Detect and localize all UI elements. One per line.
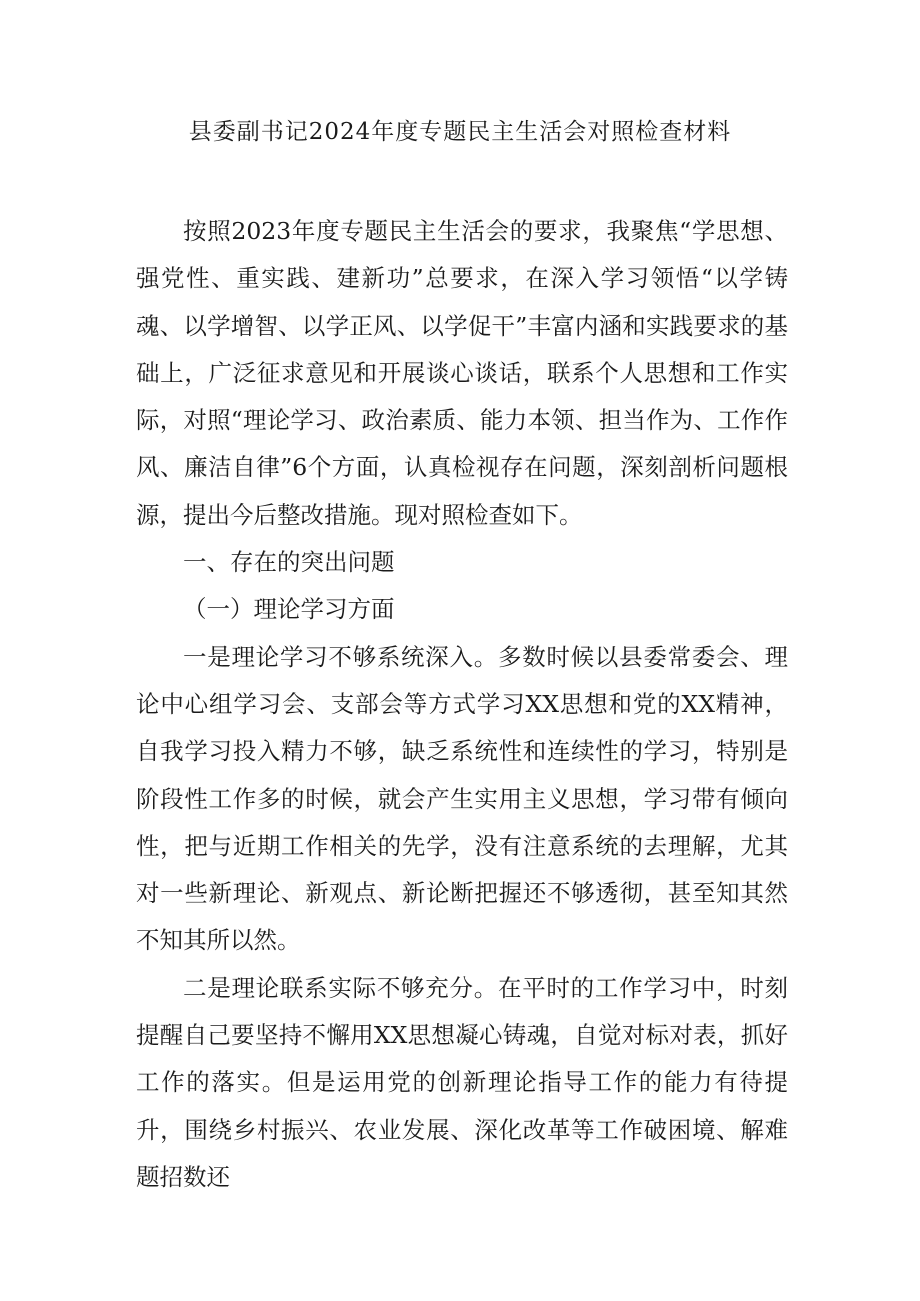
document-title: 县委副书记2024年度专题民主生活会对照检查材料 <box>188 119 732 145</box>
issue-paragraph-2: 二是理论联系实际不够充分。在平时的工作学习中，时刻提醒自己要坚持不懈用XX思想凝心铸魂，自觉对标对表，抓好工作的落实。但是运用党的创新理论指导工作的能力有待提升，围绕乡村振兴、农业发展、深化改革等工作破困境、解难题招数还 <box>136 973 788 1191</box>
intro-paragraph: 按照2023年度专题民主生活会的要求，我聚焦“学思想、强党性、重实践、建新功”总要求，在深入学习领悟“以学铸魂、以学增智、以学正风、以学促干”丰富内涵和实践要求的基础上，广泛征求意见和开展谈心谈话，联系个人思想和工作实际，对照“理论学习、政治素质、能力本领、担当作为、工作作风、廉洁自律”6个方面，认真检视存在问题，深刻剖析问题根源，提出今后整改措施。现对照检查如下。 <box>136 217 788 529</box>
subsection-heading: （一）理论学习方面 <box>183 595 395 624</box>
document-body <box>136 208 788 1201</box>
issue-paragraph-1: 一是理论学习不够系统深入。多数时候以县委常委会、理论中心组学习会、支部会等方式学习XX思想和党的XX精神，自我学习投入精力不够，缺乏系统性和连续性的学习，特别是阶段性工作多的时候，就会产生实用主义思想，学习带有倾向性，把与近期工作相关的先学，没有注意系统的去理解，尤其对一些新理论、新观点、新论断把握还不够透彻，甚至知其然不知其所以然。 <box>136 642 788 955</box>
section-heading: 一、存在的突出问题 <box>183 548 395 577</box>
